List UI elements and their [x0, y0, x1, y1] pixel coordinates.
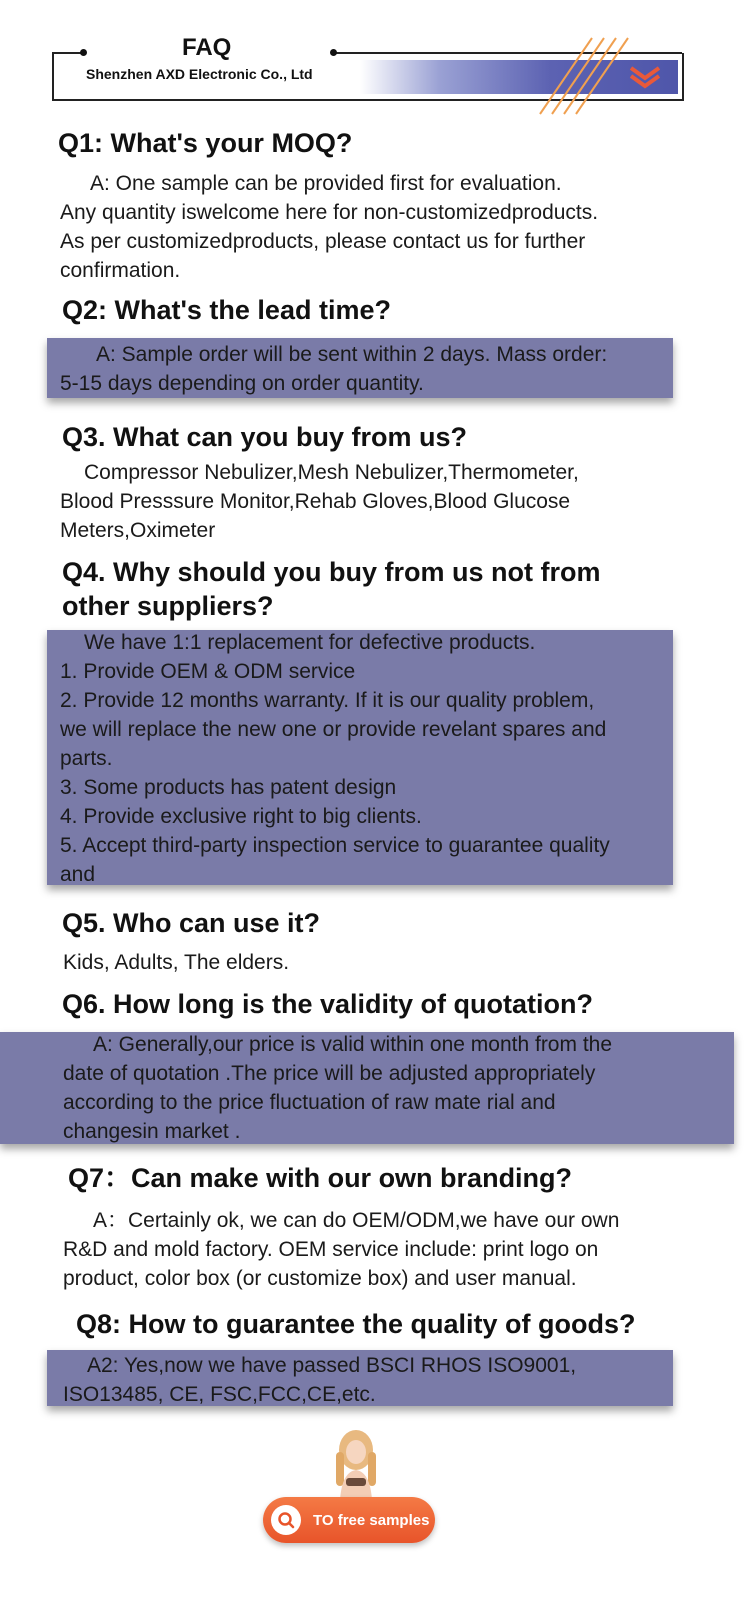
- faq-title: FAQ: [182, 34, 232, 61]
- answer-line: 5-15 days depending on order quantity.: [60, 372, 424, 395]
- answer-line: 1. Provide OEM & ODM service: [60, 660, 356, 683]
- question-5: Q5. Who can use it?: [62, 908, 321, 938]
- answer-line: R&D and mold factory. OEM service include: print logo on: [63, 1238, 599, 1261]
- search-icon: [271, 1505, 301, 1535]
- answer-line: parts.: [60, 747, 113, 770]
- answer-7: [63, 1206, 733, 1293]
- company-name: Shenzhen AXD Electronic Co., Ltd: [86, 66, 313, 82]
- answer-line: 4. Provide exclusive right to big clients.: [60, 805, 422, 828]
- answer-line: A: One sample can be provided first for evaluation.: [90, 172, 562, 195]
- header-stripes-decoration: [530, 36, 640, 116]
- answer-line: product, color box (or customize box) and user manual.: [63, 1267, 577, 1290]
- free-samples-label: TO free samples: [313, 1511, 430, 1529]
- answer-line: A: Generally,our price is valid within one month from the: [93, 1033, 613, 1056]
- answer-line: Meters,Oximeter: [60, 519, 216, 542]
- answer-line: we will replace the new one or provide revelant spares and: [60, 718, 607, 741]
- mascot-girl-image: [328, 1428, 384, 1500]
- answer-line: Compressor Nebulizer,Mesh Nebulizer,Thermometer,: [84, 461, 579, 484]
- question-2: Q2: What's the lead time?: [62, 295, 391, 325]
- answer-line: A: Sample order will be sent within 2 days. Mass order:: [96, 343, 608, 366]
- answer-line: changesin market .: [63, 1120, 241, 1143]
- answer-line: We have 1:1 replacement for defective products.: [84, 631, 536, 654]
- answer-4: [60, 628, 710, 889]
- free-samples-button[interactable]: [263, 1497, 435, 1543]
- answer-line: and: [60, 863, 96, 886]
- answer-line: Any quantity iswelcome here for non-customizedproducts.: [60, 201, 599, 224]
- answer-5: [63, 948, 663, 977]
- answer-line: 3. Some products has patent design: [60, 776, 397, 799]
- answer-6: [63, 1030, 723, 1146]
- question-4-line: other suppliers?: [62, 591, 274, 621]
- answer-3: [60, 458, 720, 545]
- answer-line: 2. Provide 12 months warranty. If it is our quality problem,: [60, 689, 595, 712]
- header-dot-left: [80, 49, 87, 56]
- answer-line: Kids, Adults, The elders.: [63, 951, 290, 974]
- answer-line: date of quotation .The price will be adjusted appropriately: [63, 1062, 596, 1085]
- answer-line: confirmation.: [60, 259, 181, 282]
- answer-1: [60, 169, 720, 285]
- answer-line: 5. Accept third-party inspection service to guarantee quality: [60, 834, 610, 857]
- answer-2: [60, 340, 700, 398]
- answer-line: ISO13485, CE, FSC,FCC,CE,etc.: [63, 1383, 376, 1406]
- answer-line: As per customizedproducts, please contact us for further: [60, 230, 586, 253]
- question-3: Q3. What can you buy from us?: [62, 422, 468, 452]
- question-8: Q8: How to guarantee the quality of goods?: [76, 1309, 636, 1339]
- question-4-line: Q4. Why should you buy from us not from: [62, 557, 601, 587]
- question-4: [62, 555, 601, 623]
- question-6: Q6. How long is the validity of quotation?: [62, 989, 593, 1019]
- question-1: Q1: What's your MOQ?: [58, 128, 353, 158]
- answer-line: A：Certainly ok, we can do OEM/ODM,we have our own: [93, 1209, 620, 1232]
- answer-line: Blood Presssure Monitor,Rehab Gloves,Blood Glucose: [60, 490, 571, 513]
- header-dot-right: [330, 49, 337, 56]
- answer-8: [63, 1351, 703, 1409]
- question-7: Q7：Can make with our own branding?: [68, 1163, 573, 1193]
- answer-line: according to the price fluctuation of raw mate rial and: [63, 1091, 556, 1114]
- answer-line: A2: Yes,now we have passed BSCI RHOS ISO9001,: [87, 1354, 577, 1377]
- chevron-down-icon: [628, 64, 662, 90]
